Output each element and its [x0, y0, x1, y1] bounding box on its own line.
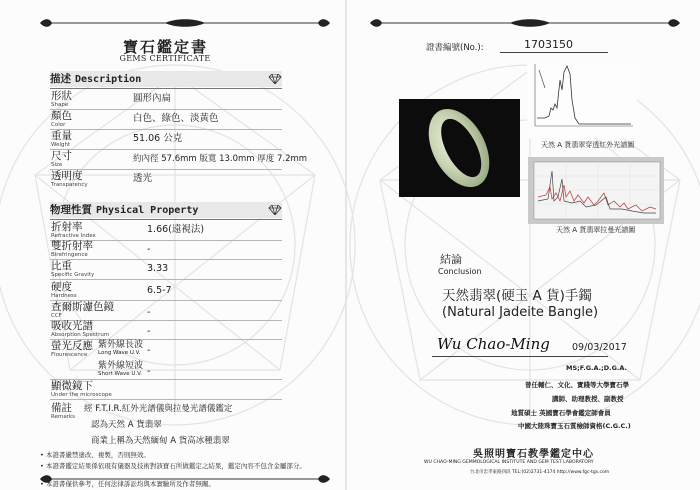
- hardness-label: 硬度: [51, 281, 72, 293]
- diamond-icon: [268, 74, 282, 84]
- row-divider: [50, 109, 282, 110]
- sg-label: 比重: [51, 260, 72, 272]
- footnote: • 本證書嚴禁塗改、複製，否則無效。: [40, 451, 150, 459]
- center-fold: [345, 0, 347, 490]
- row-divider: [50, 149, 282, 150]
- certificate-title: 寶石鑑定書: [122, 38, 208, 56]
- footnote: • 本證書僅供參考，任何法律訴訟均與本實驗所及作者無關。: [40, 480, 215, 488]
- ri-sublabel: Refractive Index: [51, 233, 96, 239]
- ir-caption: 天然 A 貨翡翠穿透紅外光譜圖: [541, 141, 635, 149]
- institute-name-zh: 吳照明寶石教學鑑定中心: [473, 449, 594, 460]
- fluorescence-sublabel: Flourescence: [51, 352, 88, 358]
- row-divider: [50, 169, 282, 170]
- conclusion-title-en: Conclusion: [438, 267, 482, 276]
- row-divider: [50, 259, 282, 260]
- ccf-label: 查爾斯濾色鏡: [51, 301, 114, 313]
- sg-sublabel: Specific Gravity: [51, 272, 95, 278]
- birefringence-label: 雙折射率: [51, 240, 93, 252]
- diamond-icon: [268, 205, 282, 215]
- conclusion-title-zh: 結論: [440, 253, 462, 266]
- certificate-subtitle: GEMS CERTIFICATE: [119, 54, 211, 63]
- row-divider: [50, 129, 282, 130]
- institute-contact: 台北市忠孝東路四段 TEL:(02)2731-4174 http://www.fgc-tgs.com: [470, 470, 610, 475]
- weight-value: 51.06 公克: [133, 133, 183, 144]
- absorption-label: 吸收光譜: [51, 320, 93, 332]
- shape-label: 形狀: [51, 90, 72, 102]
- bangle-image: [399, 99, 520, 197]
- ri-label: 折射率: [51, 221, 83, 233]
- absorption-sublabel: Absorption Spectrum: [51, 332, 110, 338]
- short-wave-label: 紫外線短波: [98, 361, 144, 371]
- fluorescence-label: 螢光反應: [51, 340, 93, 352]
- birefringence-sublabel: Birefringence: [51, 252, 88, 258]
- long-wave-sublabel: Long Wave U.V.: [98, 350, 141, 356]
- signer-line: 中國大陸珠寶玉石質檢師資格(C.G.C.): [518, 422, 631, 430]
- description-title-zh: 描述: [50, 73, 71, 85]
- birefringence-value: -: [147, 244, 151, 255]
- physical-title-zh: 物理性質: [50, 204, 92, 216]
- physical-divider: [50, 219, 282, 220]
- ir-spectrum-chart: [527, 60, 637, 138]
- cert-no-underline: [500, 52, 608, 53]
- weight-sublabel: Weight: [51, 142, 71, 148]
- transparency-value: 透光: [133, 173, 153, 184]
- microscope-sublabel: Under the microscope: [51, 392, 112, 398]
- description-divider: [50, 88, 282, 89]
- footnote: • 本證書鑑定結果係依現有儀器及技術對該寶石所做鑑定之結果，鑑定內容不包含金屬部分。: [40, 462, 306, 470]
- color-value: 白色、綠色、淡黃色: [133, 113, 219, 124]
- remarks-line-2: 認為天然 A 貨翡翠: [91, 420, 162, 430]
- description-title-en: Description: [75, 74, 142, 85]
- ccf-sublabel: CCF: [51, 313, 62, 319]
- long-wave-label: 紫外線長波: [98, 340, 144, 350]
- short-wave-sublabel: Short Wave U.V.: [98, 371, 142, 377]
- transparency-sublabel: Transparency: [51, 182, 88, 188]
- description-header: [50, 71, 282, 87]
- hardness-sublabel: Hardness: [51, 293, 77, 299]
- remarks-sublabel: Remarks: [51, 414, 75, 420]
- cert-no-label: 證書編號(No.):: [426, 43, 484, 53]
- conclusion-result-en: (Natural Jadeite Bangle): [442, 305, 599, 320]
- raman-spectrum-chart: [528, 157, 664, 224]
- signature-date: 09/03/2017: [572, 342, 627, 353]
- ccf-value: -: [147, 307, 151, 318]
- top-ornament-left: [40, 18, 330, 28]
- row-divider: [50, 279, 282, 280]
- shape-sublabel: Shape: [51, 102, 69, 108]
- absorption-value: -: [147, 326, 151, 337]
- color-sublabel: Color: [51, 122, 66, 128]
- signer-line: 曾任輔仁、文化、實踐等大學寶石學: [525, 381, 629, 389]
- size-sublabel: Size: [51, 162, 63, 168]
- remarks-line-1: 經 F.T.I.R.紅外光譜儀與拉曼光譜儀鑑定: [84, 404, 233, 414]
- physical-title-en: Physical Property: [96, 205, 199, 216]
- color-label: 顏色: [51, 110, 72, 122]
- sg-value: 3.33: [147, 263, 169, 274]
- remarks-label: 備註: [51, 402, 72, 414]
- weight-label: 重量: [51, 130, 72, 142]
- signer-line: 講師、助理教授、副教授: [552, 395, 624, 403]
- conclusion-result-zh: 天然翡翠(硬玉 A 貨)手鐲: [442, 288, 592, 304]
- bangle-photo: [399, 99, 520, 197]
- size-value: 約內徑 57.6mm 版寬 13.0mm 厚度 7.2mm: [133, 154, 308, 164]
- signature-line: [432, 356, 608, 357]
- hardness-value: 6.5-7: [147, 285, 172, 296]
- institute-name-en: WU CHAO-MING GEMMOLOGICAL INSTITUTE AND GEM TEST LABORATORY: [424, 460, 594, 465]
- signer-initials: MS;F.G.A.;D.G.A.: [566, 364, 628, 372]
- microscope-label: 顯微鏡下: [51, 380, 93, 392]
- short-wave-value: -: [147, 366, 151, 377]
- signature: Wu Chao-Ming: [437, 335, 550, 353]
- signer-line: 地質碩士 英國寶石學會鑑定師會員: [511, 409, 611, 417]
- cert-no-value: 1703150: [524, 38, 573, 51]
- raman-caption: 天然 A 貨翡翠拉曼光譜圖: [556, 226, 636, 234]
- remarks-line-3: 商業上稱為天然緬甸 A 貨高冰種翡翠: [91, 436, 230, 446]
- physical-header: [50, 202, 282, 218]
- transparency-label: 透明度: [51, 170, 83, 182]
- size-label: 尺寸: [51, 150, 72, 162]
- top-ornament-right: [370, 18, 680, 28]
- ri-value: 1.66(遠視法): [147, 224, 205, 235]
- row-divider: [50, 399, 282, 400]
- long-wave-value: -: [147, 345, 151, 356]
- shape-value: 圓形內扁: [133, 93, 172, 104]
